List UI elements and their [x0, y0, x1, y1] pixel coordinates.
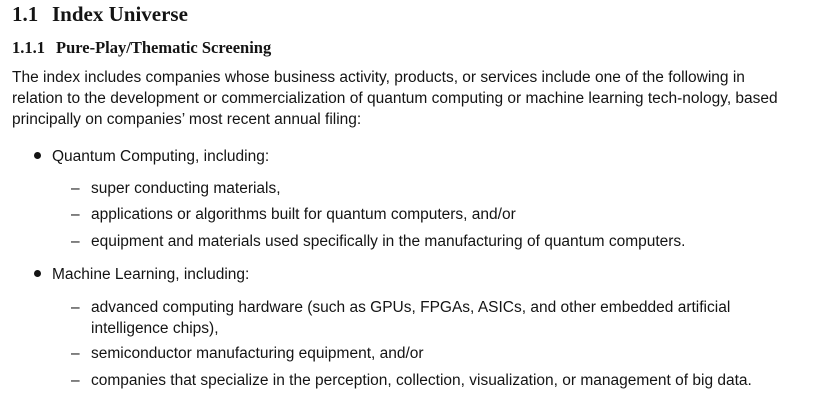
list-item-text: applications or algorithms built for quantum computers, and/or — [91, 206, 516, 223]
list-item — [71, 297, 791, 339]
subsection-heading — [12, 36, 271, 60]
section-heading — [12, 0, 188, 28]
dash-icon: – — [71, 299, 80, 316]
section-title: Index Universe — [52, 2, 188, 26]
list-item-text: companies that specialize in the perception, collection, visualization, or management of big data. — [91, 372, 752, 389]
section-number: 1.1 — [12, 2, 39, 26]
dash-icon: – — [71, 372, 80, 389]
list-item-text: advanced computing hardware (such as GPUs, FPGAs, ASICs, and other embedded artificial intelligence chips), — [91, 299, 731, 337]
subsection-number: 1.1.1 — [12, 38, 45, 57]
list-item-text: super conducting materials, — [91, 180, 281, 197]
dash-icon: – — [71, 206, 80, 223]
intro-paragraph: The index includes companies whose business activity, products, or services include one of the following in relation to the development or commercialization of quantum computing or machine learning tech-nology, based principally on companies’ most recent annual filing: — [12, 69, 778, 128]
list-item-text: equipment and materials used specifically in the manufacturing of quantum computers. — [91, 233, 686, 250]
subsection-title: Pure-Play/Thematic Screening — [56, 38, 272, 57]
category-machine-learning — [34, 264, 249, 285]
list-item — [71, 343, 791, 364]
dash-icon: – — [71, 233, 80, 250]
category-label: Quantum Computing, including: — [52, 148, 270, 165]
category-quantum-computing — [34, 146, 269, 167]
dash-icon: – — [71, 180, 80, 197]
category-label: Machine Learning, including: — [52, 266, 250, 283]
list-item — [71, 204, 791, 225]
list-item-text: semiconductor manufacturing equipment, and/or — [91, 345, 424, 362]
list-item — [71, 231, 791, 252]
list-item — [71, 178, 791, 199]
bullet-icon — [34, 270, 41, 277]
bullet-icon — [34, 152, 41, 159]
list-item — [71, 370, 791, 391]
dash-icon: – — [71, 345, 80, 362]
